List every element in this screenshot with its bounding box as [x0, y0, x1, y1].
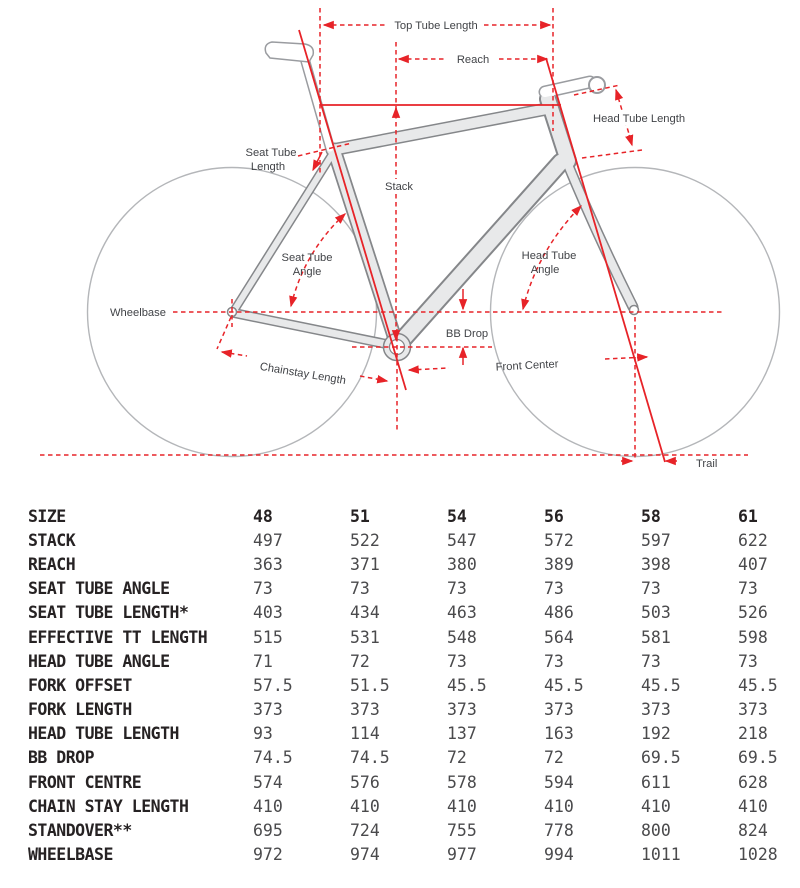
table-row — [28, 552, 788, 576]
cell-value: 218 — [738, 724, 768, 744]
cell-value: 755 — [447, 821, 477, 841]
cell-value: 192 — [641, 724, 671, 744]
cell-value: 73 — [641, 579, 661, 599]
cell-value: 497 — [253, 530, 283, 550]
cell-value: 548 — [447, 627, 477, 647]
cell-value: 69.5 — [641, 748, 681, 768]
label-reach: Reach — [456, 54, 490, 66]
cell-value: 564 — [544, 627, 574, 647]
cell-value: 622 — [738, 530, 768, 550]
cell-value: 71 — [253, 651, 273, 671]
cell-value: 371 — [350, 554, 380, 574]
cell-value: 51.5 — [350, 675, 390, 695]
table-row — [28, 698, 788, 722]
cell-value: 576 — [350, 772, 380, 792]
cell-value: 373 — [544, 700, 574, 720]
cell-value: 574 — [253, 772, 283, 792]
front-axle — [630, 306, 639, 315]
size-column-header: 48 — [253, 506, 273, 526]
row-label: HEAD TUBE LENGTH — [28, 724, 179, 744]
cell-value: 74.5 — [350, 748, 390, 768]
cell-value: 373 — [350, 700, 380, 720]
cell-value: 824 — [738, 821, 768, 841]
dimension-lines — [40, 8, 748, 461]
size-column-header: 61 — [738, 506, 758, 526]
row-label: REACH — [28, 554, 76, 574]
cell-value: 977 — [447, 845, 477, 865]
cell-value: 598 — [738, 627, 768, 647]
cell-value: 389 — [544, 554, 574, 574]
label-head-tube-angle: Angle — [530, 264, 560, 276]
cell-value: 972 — [253, 845, 283, 865]
row-label: STANDOVER** — [28, 821, 132, 841]
cell-value: 410 — [544, 796, 574, 816]
cell-value: 72 — [544, 748, 564, 768]
label-trail: Trail — [696, 458, 718, 470]
row-label: SIZE — [28, 506, 66, 526]
table-row — [28, 794, 788, 818]
cell-value: 503 — [641, 603, 671, 623]
cell-value: 611 — [641, 772, 671, 792]
size-column-header: 56 — [544, 506, 564, 526]
cell-value: 572 — [544, 530, 574, 550]
table-row — [28, 577, 788, 601]
label-wheelbase: Wheelbase — [110, 307, 166, 319]
cell-value: 410 — [738, 796, 768, 816]
cell-value: 581 — [641, 627, 671, 647]
row-label: SEAT TUBE ANGLE — [28, 579, 170, 599]
cell-value: 114 — [350, 724, 380, 744]
table-row — [28, 722, 788, 746]
cell-value: 73 — [738, 579, 758, 599]
cell-value: 578 — [447, 772, 477, 792]
size-column-header: 58 — [641, 506, 661, 526]
cell-value: 73 — [738, 651, 758, 671]
label-head-tube-angle: Head Tube — [521, 250, 577, 262]
cell-value: 628 — [738, 772, 768, 792]
cell-value: 695 — [253, 821, 283, 841]
geometry-table — [28, 504, 788, 867]
cell-value: 522 — [350, 530, 380, 550]
row-label: HEAD TUBE ANGLE — [28, 651, 170, 671]
cell-value: 463 — [447, 603, 477, 623]
cell-value: 410 — [253, 796, 283, 816]
cell-value: 407 — [738, 554, 768, 574]
table-row — [28, 528, 788, 552]
cell-value: 73 — [641, 651, 661, 671]
cell-value: 724 — [350, 821, 380, 841]
label-head-tube-length: Head Tube Length — [593, 113, 686, 125]
cell-value: 45.5 — [447, 675, 487, 695]
cell-value: 73 — [253, 579, 273, 599]
cell-value: 515 — [253, 627, 283, 647]
label-bb-drop: BB Drop — [445, 328, 489, 340]
cell-value: 526 — [738, 603, 768, 623]
cell-value: 974 — [350, 845, 380, 865]
size-column-header: 54 — [447, 506, 467, 526]
table-row — [28, 625, 788, 649]
row-label: FORK OFFSET — [28, 675, 132, 695]
cell-value: 410 — [447, 796, 477, 816]
table-row — [28, 746, 788, 770]
cell-value: 434 — [350, 603, 380, 623]
label-stack: Stack — [385, 181, 413, 193]
cell-value: 380 — [447, 554, 477, 574]
label-front-center: Front Center — [495, 358, 559, 374]
table-row — [28, 649, 788, 673]
cell-value: 594 — [544, 772, 574, 792]
cell-value: 73 — [544, 579, 564, 599]
row-label: SEAT TUBE LENGTH* — [28, 603, 189, 623]
cell-value: 73 — [350, 579, 370, 599]
label-seat-tube-length: Length — [250, 161, 286, 173]
cell-value: 410 — [350, 796, 380, 816]
cell-value: 163 — [544, 724, 574, 744]
cell-value: 1011 — [641, 845, 681, 865]
cell-value: 1028 — [738, 845, 778, 865]
cell-value: 45.5 — [738, 675, 778, 695]
cell-value: 69.5 — [738, 748, 778, 768]
table-header-row — [28, 504, 788, 528]
cell-value: 373 — [447, 700, 477, 720]
cell-value: 93 — [253, 724, 273, 744]
row-label: BB DROP — [28, 748, 95, 768]
cell-value: 45.5 — [641, 675, 681, 695]
cell-value: 72 — [350, 651, 370, 671]
cell-value: 73 — [447, 579, 467, 599]
cell-value: 373 — [641, 700, 671, 720]
cell-value: 45.5 — [544, 675, 584, 695]
cell-value: 72 — [447, 748, 467, 768]
row-label: EFFECTIVE TT LENGTH — [28, 627, 208, 647]
cell-value: 137 — [447, 724, 477, 744]
cell-value: 57.5 — [253, 675, 293, 695]
table-row — [28, 770, 788, 794]
cell-value: 403 — [253, 603, 283, 623]
cell-value: 373 — [253, 700, 283, 720]
cell-value: 73 — [544, 651, 564, 671]
cell-value: 597 — [641, 530, 671, 550]
label-seat-tube-angle: Seat Tube — [281, 252, 333, 264]
cell-value: 778 — [544, 821, 574, 841]
cell-value: 547 — [447, 530, 477, 550]
cell-value: 531 — [350, 627, 380, 647]
label-seat-tube-angle: Angle — [292, 266, 322, 278]
row-label: FORK LENGTH — [28, 700, 132, 720]
cell-value: 73 — [447, 651, 467, 671]
cell-value: 800 — [641, 821, 671, 841]
table-row — [28, 818, 788, 842]
cell-value: 410 — [641, 796, 671, 816]
row-label: STACK — [28, 530, 76, 550]
size-column-header: 51 — [350, 506, 370, 526]
row-label: FRONT CENTRE — [28, 772, 142, 792]
table-row — [28, 673, 788, 697]
cell-value: 994 — [544, 845, 574, 865]
cell-value: 486 — [544, 603, 574, 623]
label-top-tube-length: Top Tube Length — [394, 20, 478, 32]
table-row — [28, 601, 788, 625]
cell-value: 363 — [253, 554, 283, 574]
table-row — [28, 843, 788, 867]
frame-fill — [234, 60, 633, 346]
row-label: CHAIN STAY LENGTH — [28, 796, 189, 816]
label-chainstay-length: Chainstay Length — [258, 360, 347, 388]
label-seat-tube-length: Seat Tube — [245, 147, 297, 159]
cell-value: 74.5 — [253, 748, 293, 768]
cell-value: 398 — [641, 554, 671, 574]
cell-value: 373 — [738, 700, 768, 720]
row-label: WHEELBASE — [28, 845, 113, 865]
